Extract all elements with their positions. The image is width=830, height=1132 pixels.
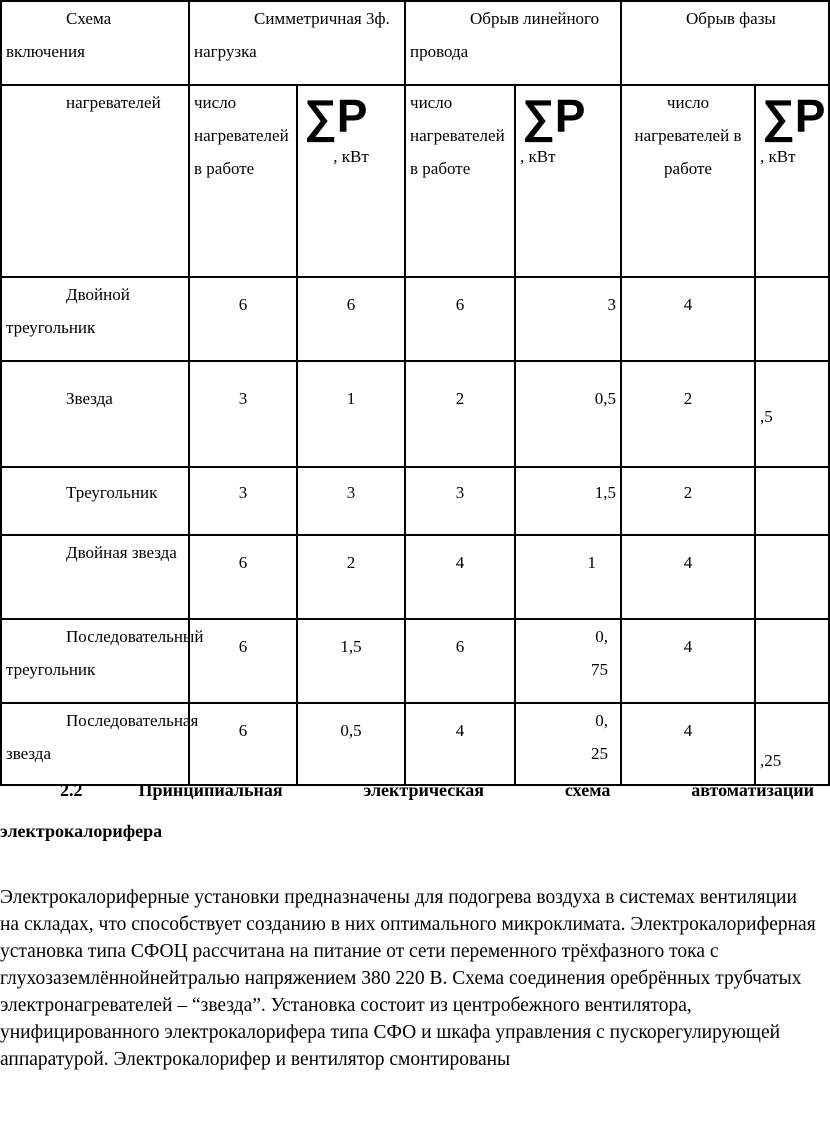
value-cell: 1,5: [594, 483, 617, 502]
header-sum-phase: [755, 85, 829, 277]
header-count-sym: число нагревателей в работе: [189, 85, 297, 277]
value-cell: ,5: [760, 407, 773, 426]
svg-text:∑P: ∑P: [304, 90, 368, 142]
value-cell: [760, 620, 824, 630]
sum-p-formula: [760, 92, 824, 140]
value-cell: 6: [238, 295, 248, 314]
value-cell: 2: [683, 483, 693, 502]
table-row: [1, 277, 829, 361]
value-cell: 2: [455, 389, 465, 408]
value-cell: 4: [455, 721, 465, 740]
header-line-break: Обрыв линейного провода: [405, 1, 621, 85]
value-cell: 6: [346, 295, 356, 314]
value-cell: 1: [346, 389, 356, 408]
header-sum-line: [515, 85, 621, 277]
value-cell: 6: [238, 721, 248, 740]
value-cell: 2: [683, 389, 693, 408]
table-row: [1, 619, 829, 703]
header-phase-break: Обрыв фазы: [621, 1, 829, 85]
kw-unit: , кВт: [520, 147, 556, 166]
value-cell: 2: [346, 553, 356, 572]
scheme-cell: Двойной треугольник: [1, 277, 189, 361]
value-cell: 6: [455, 295, 465, 314]
header-scheme: Схема включения: [1, 1, 189, 85]
sum-p-formula: [520, 92, 616, 140]
section-title-word: Принципиальная: [138, 780, 283, 800]
value-cell: 3: [607, 295, 617, 314]
value-cell: [760, 468, 824, 478]
value-cell: 4: [683, 295, 693, 314]
section-number: 2.2: [60, 780, 83, 800]
scheme-cell: Последовательная звезда: [1, 703, 189, 785]
value-cell: 0,25: [591, 711, 609, 763]
value-cell: 3: [455, 483, 465, 502]
value-cell: 6: [455, 637, 465, 656]
table-row: [1, 467, 829, 535]
body-paragraph: Электрокалориферные установки предназначены для подогрева воздуха в системах вентиляции на складах, что способствует созданию в них оптимального микроклимата. Электрокалориферная установка типа СФОЦ рассчитана на питание от сети переменного трёхфазного тока с глухозаземлённойнейтралью напряжением 380 220 В. Схема соединения оребрённых трубчатых электронагревателей – “звезда”. Установка состоит из центробежного вентилятора, унифицированного электрокалорифера типа СФО и шкафа управления с пускорегулирующей аппаратурой. Электрокалорифер и вентилятор смонтированы: [0, 887, 816, 1070]
section-title-second-line: электрокалорифера: [0, 821, 163, 841]
value-cell: 0,5: [594, 389, 617, 408]
value-cell: 4: [683, 721, 693, 740]
section-title-first-line: [139, 770, 815, 811]
value-cell: 4: [683, 553, 693, 572]
table-header-row: [1, 1, 829, 85]
value-cell: 6: [238, 637, 248, 656]
table-row: [1, 361, 829, 467]
table-subheader-row: [1, 85, 829, 277]
section-title-word: электрическая: [363, 780, 485, 800]
value-cell: [760, 278, 824, 288]
section-title-word: схема: [564, 780, 611, 800]
section-heading: [0, 770, 816, 852]
value-cell: 3: [238, 483, 248, 502]
scheme-cell: Двойная звезда: [1, 535, 189, 619]
header-heaters: нагревателей: [1, 85, 189, 277]
value-cell: 4: [683, 637, 693, 656]
value-cell: 3: [346, 483, 356, 502]
value-cell: 0,5: [340, 721, 362, 740]
scheme-cell: Последовательный треугольник: [1, 619, 189, 703]
kw-unit: , кВт: [760, 147, 796, 166]
kw-unit: , кВт: [333, 147, 369, 166]
value-cell: 0,75: [591, 627, 609, 679]
scheme-cell: Звезда: [1, 361, 189, 467]
value-cell: 3: [238, 389, 248, 408]
value-cell: [760, 536, 824, 546]
header-count-phase: число нагревателей в работе: [621, 85, 755, 277]
sum-p-formula: [302, 92, 400, 140]
svg-text:∑P: ∑P: [522, 90, 586, 142]
value-cell: ,25: [760, 751, 782, 770]
value-cell: 6: [238, 553, 248, 572]
value-cell: 1,5: [340, 637, 362, 656]
header-count-line: число нагревателей в работе: [405, 85, 515, 277]
header-sum-sym: [297, 85, 405, 277]
scheme-cell: Треугольник: [1, 467, 189, 535]
svg-text:∑P: ∑P: [762, 90, 826, 142]
value-cell: 4: [455, 553, 465, 572]
section-heading-line: [0, 770, 816, 811]
value-cell-wrapped: [515, 619, 621, 703]
header-symmetric: Симметричная 3ф. нагрузка: [189, 1, 405, 85]
section-title-word: автоматизации: [691, 780, 814, 800]
table-row: [1, 535, 829, 619]
value-cell: 1: [587, 553, 597, 572]
